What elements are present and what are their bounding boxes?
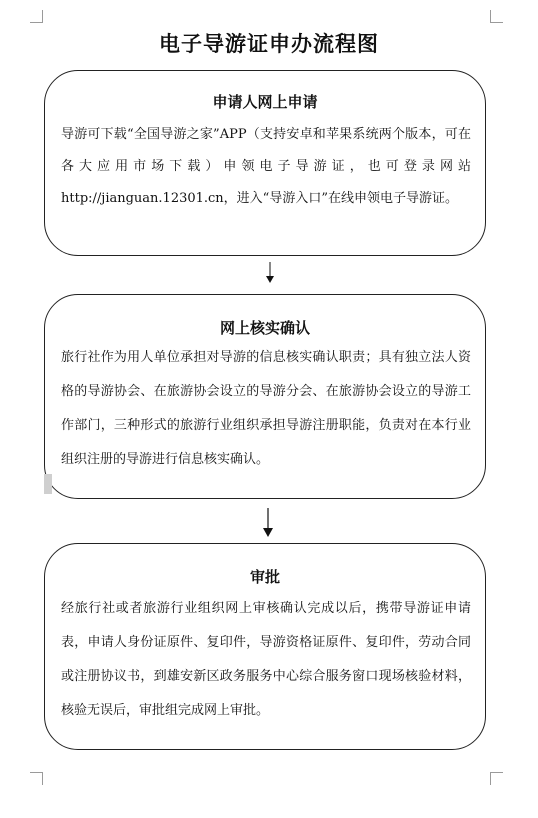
step-body: 导游可下载“全国导游之家”APP（支持安卓和苹果系统两个版本，可在各大应用市场下载）申领电子导游证，也可登录网站http://jianguan.12301.cn，进入“导游入口”在线申领电子导游证。: [61, 127, 471, 206]
step-body: 经旅行社或者旅游行业组织网上审核确认完成以后，携带导游证申请表，申请人身份证原件、复印件，导游资格证原件、复印件，劳动合同或注册协议书，到雄安新区政务服务中心综合服务窗口现场核验材料，核验无误后，审批组完成网上审批。: [61, 601, 471, 718]
corner-mark-bottom-right: [490, 772, 503, 785]
down-arrow-icon: [261, 508, 275, 538]
step-heading: 申请人网上申请: [212, 93, 318, 111]
page-title: 电子导游证申办流程图: [159, 31, 379, 56]
step-heading: 审批: [249, 568, 280, 586]
anchor-marker: [44, 474, 52, 494]
down-arrow-icon: [264, 262, 276, 284]
corner-mark-top-left: [30, 10, 43, 23]
step-box-online-application: [44, 70, 486, 256]
step-body: 旅行社作为用人单位承担对导游的信息核实确认职责；具有独立法人资格的导游协会、在旅游协会设立的导游分会、在旅游协会设立的导游工作部门，三种形式的旅游行业组织承担导游注册职能，负责对在本行业组织注册的导游进行信息核实确认。: [61, 350, 471, 467]
step-heading: 网上核实确认: [219, 319, 310, 337]
corner-mark-top-right: [490, 10, 503, 23]
step-box-approval: [44, 543, 486, 750]
corner-mark-bottom-left: [30, 772, 43, 785]
step-box-online-verification: [44, 294, 486, 499]
